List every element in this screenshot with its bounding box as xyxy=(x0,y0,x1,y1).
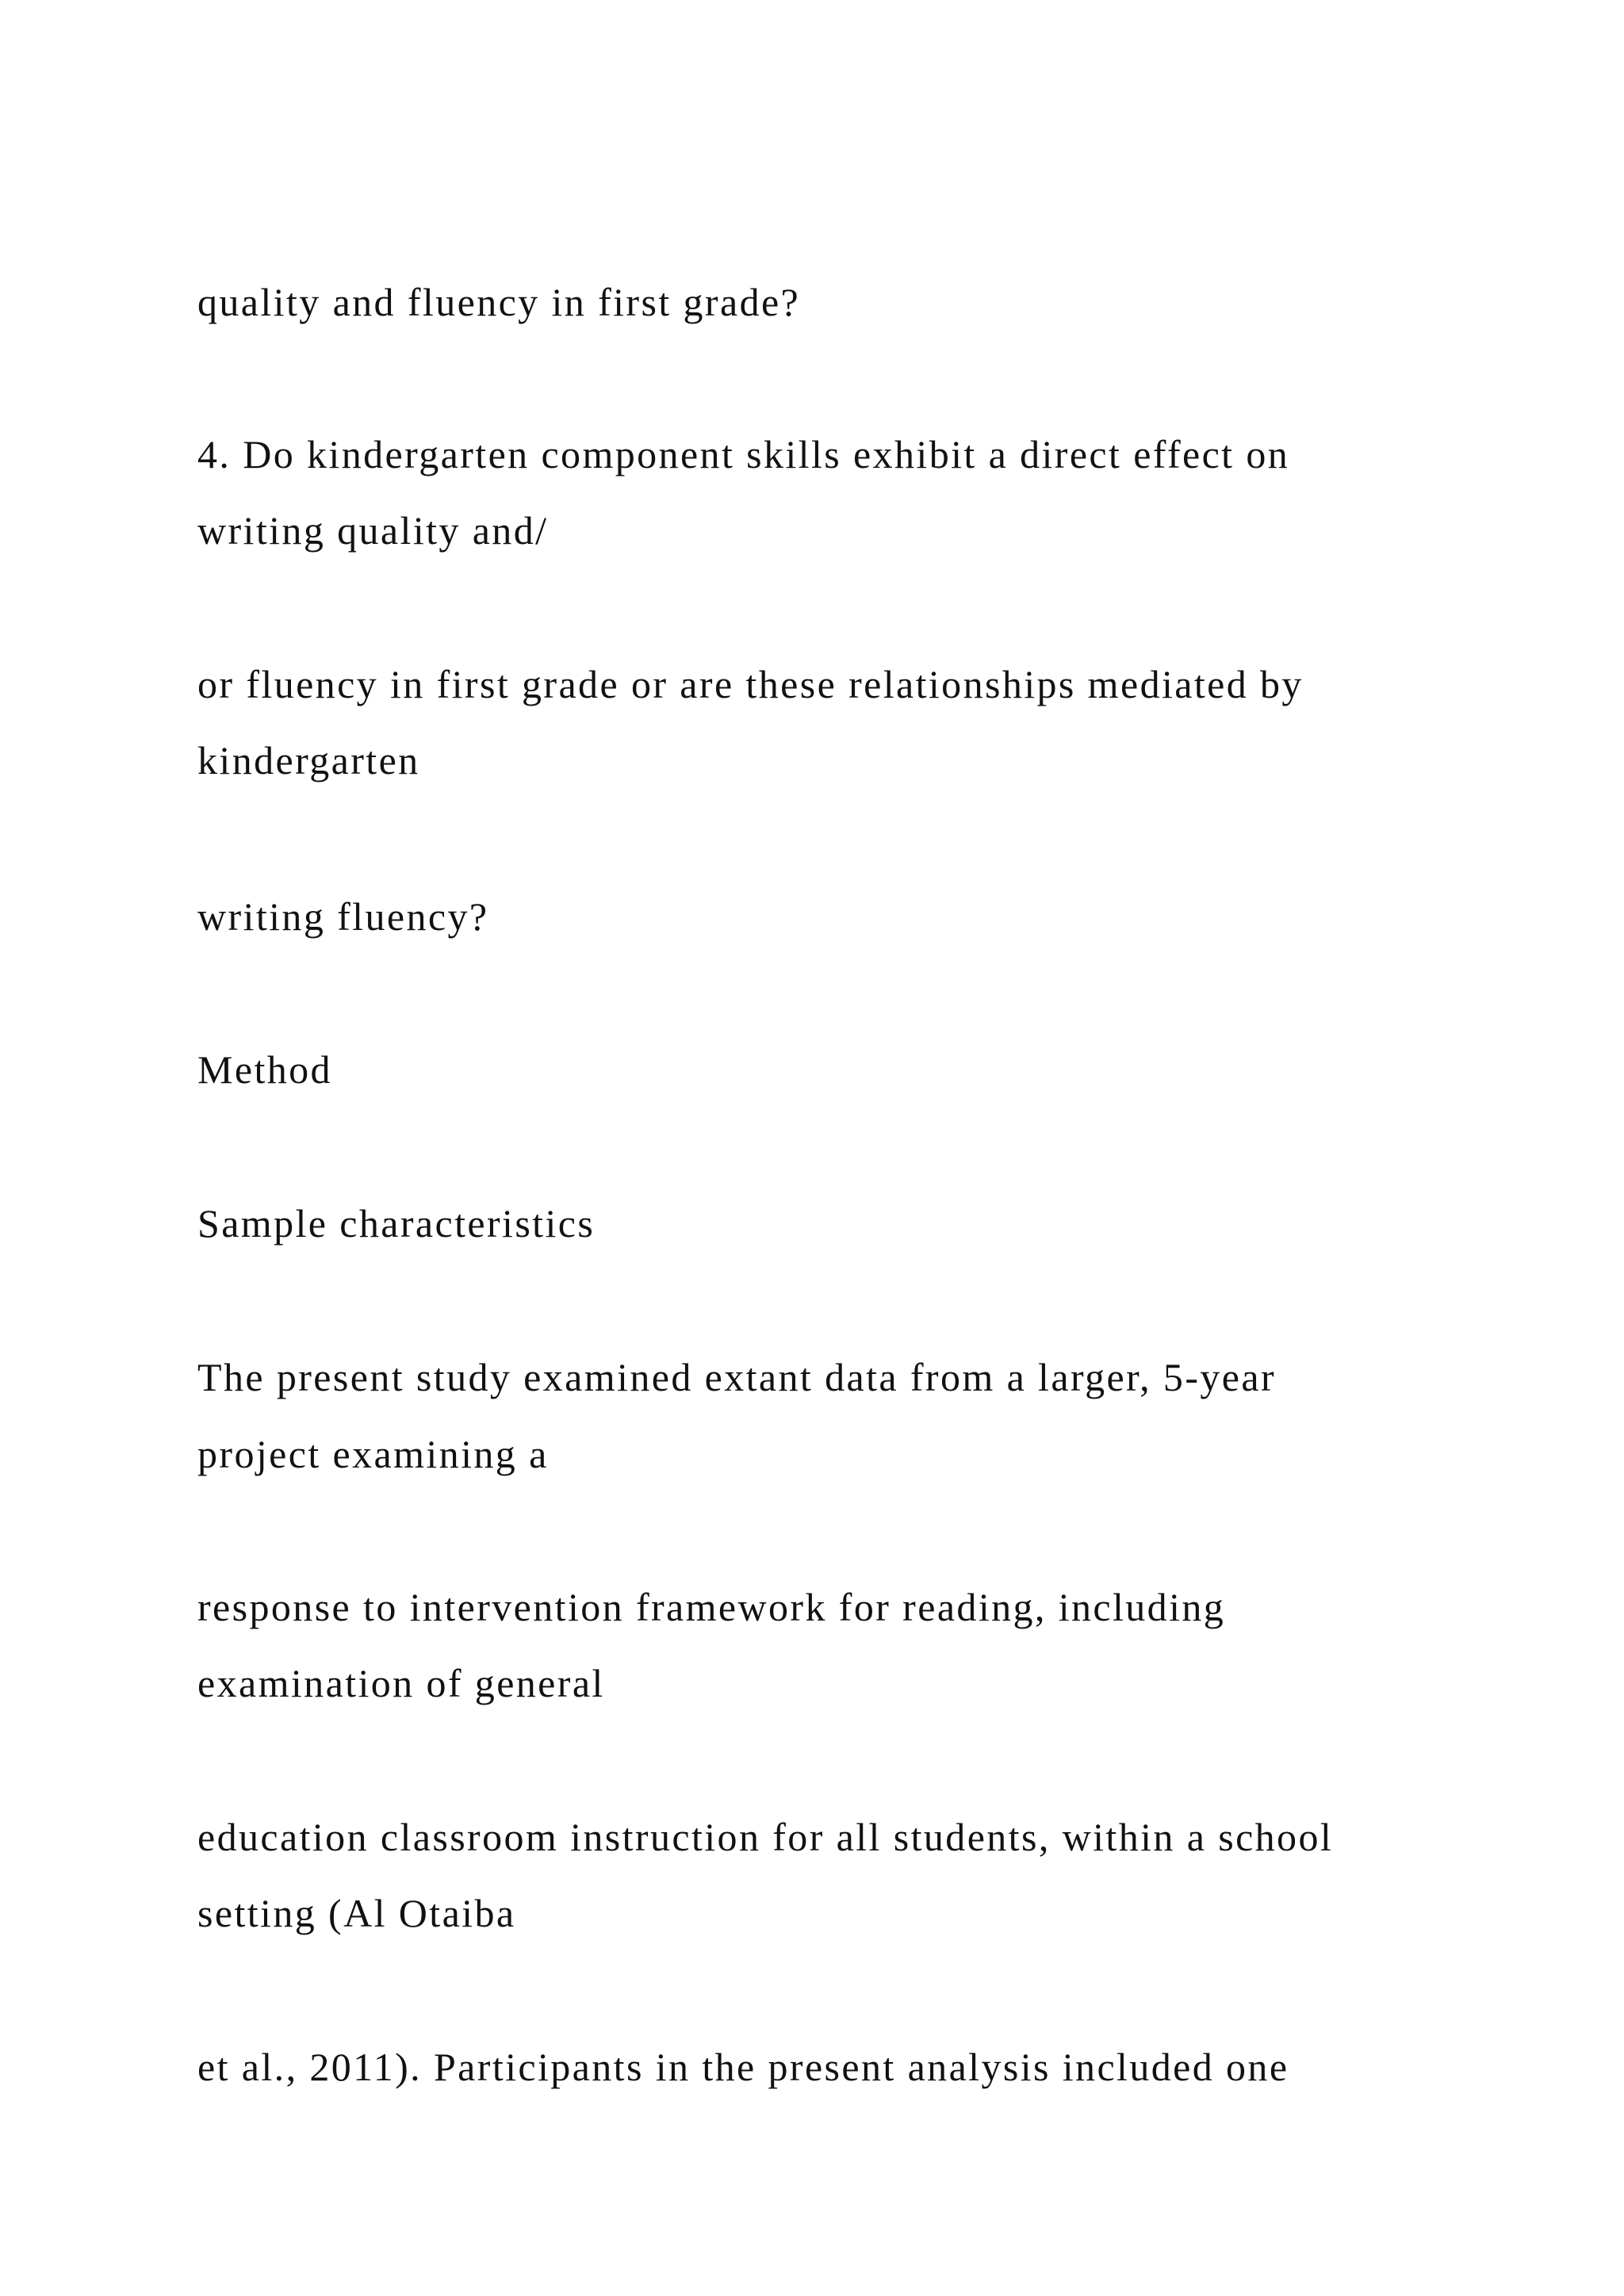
text-line-5: kindergarten xyxy=(197,738,420,783)
text-line-15: et al., 2011). Participants in the present analysis included one xyxy=(197,2045,1289,2089)
text-line-10: project examining a xyxy=(197,1432,549,1476)
text-line-11: response to intervention framework for reading, including xyxy=(197,1585,1226,1629)
text-line-13: education classroom instruction for all students, within a school xyxy=(197,1815,1334,1859)
section-heading-method: Method xyxy=(197,1047,332,1092)
text-line-1: quality and fluency in first grade? xyxy=(197,280,801,324)
subsection-heading-sample-characteristics: Sample characteristics xyxy=(197,1201,596,1246)
text-line-12: examination of general xyxy=(197,1661,605,1705)
text-line-6: writing fluency? xyxy=(197,894,489,939)
text-line-9: The present study examined extant data from a larger, 5-year xyxy=(197,1355,1277,1399)
text-line-14: setting (Al Otaiba xyxy=(197,1891,516,1935)
text-line-4: or fluency in first grade or are these relationships mediated by xyxy=(197,662,1304,706)
text-line-3: writing quality and/ xyxy=(197,508,549,553)
research-question-4-line: 4. Do kindergarten component skills exhibit a direct effect on xyxy=(197,432,1290,476)
